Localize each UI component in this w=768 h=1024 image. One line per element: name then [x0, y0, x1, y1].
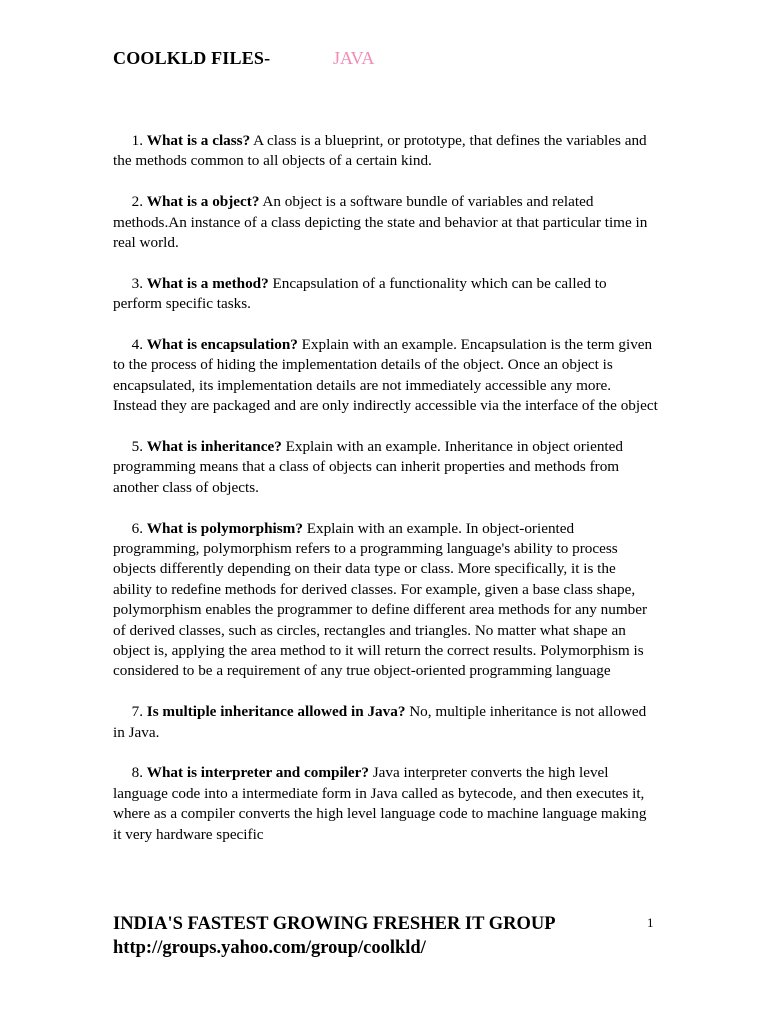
item-number: 5.	[131, 438, 143, 456]
item-number: 3.	[131, 274, 143, 292]
footer-tagline: INDIA'S FASTEST GROWING FRESHER IT GROUP	[113, 914, 556, 934]
footer-url: http://groups.yahoo.com/group/coolkld/	[113, 938, 426, 958]
answer-text: Explain with an example. Encapsulation is the term given to the process of hiding the implementation details of the object. Once an object is encapsulated, its implementation details are not immediately accessible any more. Instead they are packaged and are only indirectly accessible via the interface of the object	[113, 336, 658, 415]
document-title: COOLKLD FILES-	[113, 48, 271, 68]
qa-item-8	[113, 763, 658, 845]
answer-text: Explain with an example. Inheritance in object oriented programming means that a class of objects can inherit properties and methods from another class of objects.	[113, 438, 623, 496]
page-footer	[113, 912, 658, 960]
page-header	[113, 48, 673, 74]
qa-item-3	[113, 274, 658, 315]
item-number: 8.	[131, 764, 143, 782]
question-text: What is a object?	[146, 193, 260, 211]
question-text: What is interpreter and compiler?	[146, 764, 369, 782]
item-number: 7.	[131, 703, 143, 721]
answer-text: An object is a software bundle of variables and related methods.An instance of a class depicting the state and behavior at that particular time in real world.	[113, 193, 648, 252]
qa-item-6	[113, 519, 658, 682]
answer-text: A class is a blueprint, or prototype, that defines the variables and the methods common to all objects of a certain kind.	[113, 132, 647, 170]
qa-item-7	[113, 702, 658, 743]
question-text: What is polymorphism?	[146, 519, 303, 537]
qa-list	[113, 131, 658, 866]
answer-text: Encapsulation of a functionality which can be called to perform specific tasks.	[113, 274, 607, 313]
question-text: What is inheritance?	[146, 438, 282, 456]
page-number: 1	[647, 915, 654, 930]
item-number: 4.	[131, 336, 143, 354]
qa-item-2	[113, 192, 658, 253]
item-number: 1.	[131, 132, 143, 149]
qa-item-1	[113, 131, 658, 172]
answer-text: Java interpreter converts the high level language code into a intermediate form in Java called as bytecode, and then executes it, where as a compiler converts the high level language code to machine language making it very hardware specific	[113, 764, 647, 843]
question-text: What is a class?	[146, 132, 251, 149]
item-number: 2.	[131, 193, 143, 211]
qa-item-4	[113, 335, 658, 417]
qa-item-5	[113, 437, 658, 498]
answer-text: Explain with an example. In object-oriented programming, polymorphism refers to a programming language's ability to process objects differently depending on their data type or class. More specifically, it is the ability to redefine methods for derived classes. For example, given a base class shape, polymorphism enables the programmer to define different area methods for any number of derived classes, such as circles, rectangles and triangles. No matter what shape an object is, applying the area method to it will return the correct results. Polymorphism is considered to be a requirement of any true object-oriented programming language	[113, 519, 648, 680]
document-subject: JAVA	[333, 48, 375, 68]
question-text: What is a method?	[146, 274, 269, 292]
question-text: What is encapsulation?	[146, 336, 298, 354]
answer-text: No, multiple inheritance is not allowed in Java.	[113, 703, 647, 741]
item-number: 6.	[131, 519, 143, 537]
question-text: Is multiple inheritance allowed in Java?	[146, 703, 406, 721]
